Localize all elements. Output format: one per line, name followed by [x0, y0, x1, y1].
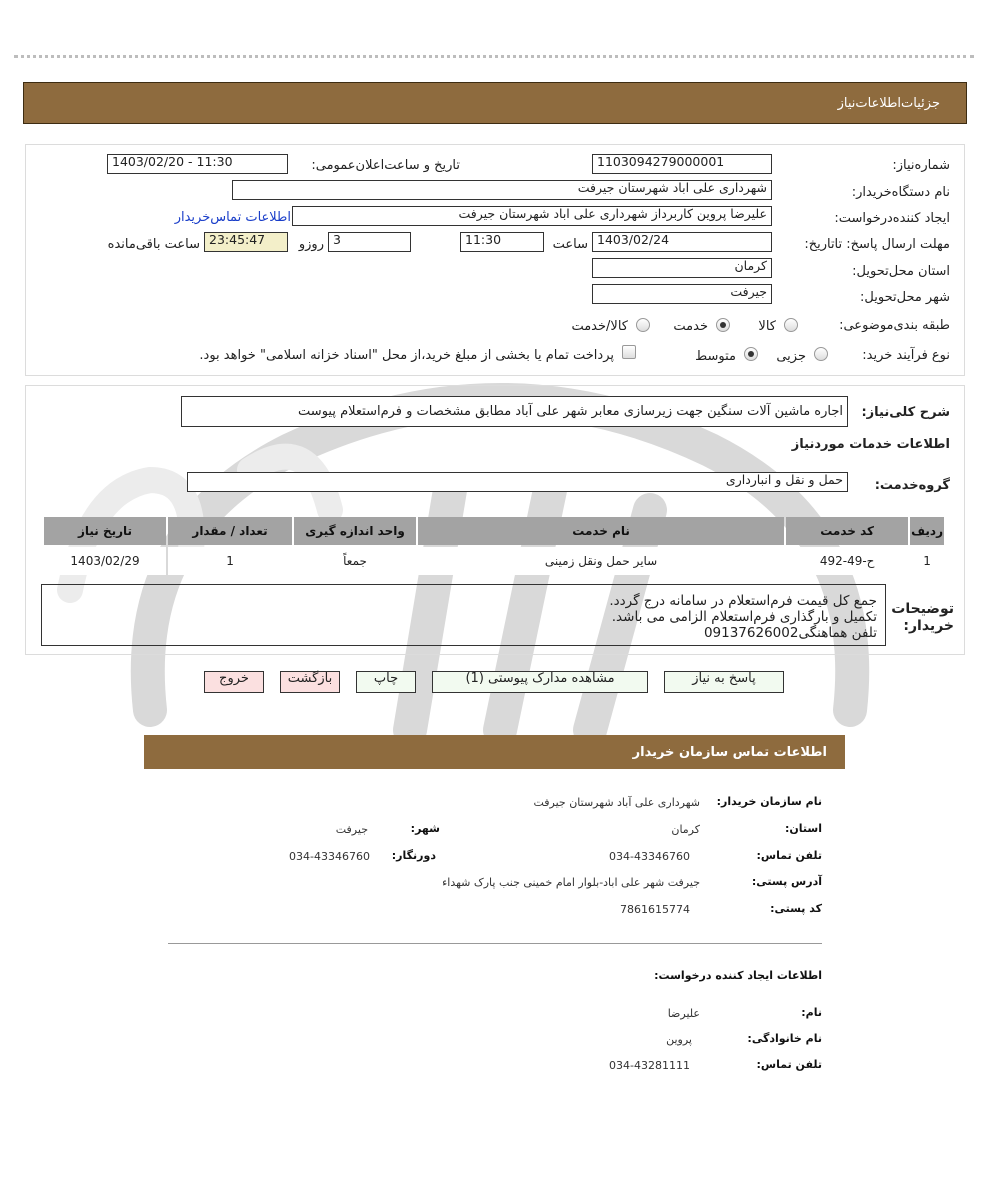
- process-label: نوع فرآیند خرید:: [862, 348, 950, 363]
- cell-unit: جمعاً: [294, 547, 416, 575]
- creator-phone-value: 034-43281111: [609, 1059, 690, 1072]
- deadline-date-field[interactable]: 1403/02/24: [592, 232, 772, 252]
- notes-line: تلفن هماهنگی09137626002: [703, 625, 877, 641]
- category-both-label: کالا/خدمت: [571, 319, 628, 334]
- exit-button[interactable]: خروج: [204, 671, 264, 693]
- province-field[interactable]: کرمان: [592, 258, 772, 278]
- desc-label: شرح کلی‌نیاز:: [861, 405, 950, 420]
- last-name-label: نام خانوادگی:: [747, 1032, 822, 1045]
- org-label: نام سازمان خریدار:: [716, 795, 822, 808]
- address-label: آدرس پستی:: [751, 875, 822, 888]
- remaining-label: ساعت باقی‌مانده: [107, 237, 200, 252]
- time-label: ساعت: [552, 237, 588, 252]
- table-header-row: [44, 517, 944, 545]
- phone-label: تلفن تماس:: [756, 849, 822, 862]
- category-label: طبقه بندی‌موضوعی:: [839, 318, 950, 333]
- process-medium-label: متوسط: [695, 349, 736, 364]
- org-value: شهرداری علی آباد شهرستان جیرفت: [533, 796, 700, 809]
- notes-line: جمع کل قیمت فرم‌استعلام در سامانه درج گردد.: [609, 593, 877, 609]
- first-name-value: علیرضا: [667, 1007, 700, 1020]
- process-minor-label: جزیی: [776, 349, 806, 364]
- category-service-label: خدمت: [673, 319, 708, 334]
- city-label-2: شهر:: [410, 822, 440, 835]
- creator-label: ایجاد کننده‌درخواست:: [834, 211, 950, 226]
- process-medium-radio[interactable]: [744, 347, 758, 361]
- province-label: استان محل‌تحویل:: [852, 264, 950, 279]
- process-minor-radio[interactable]: [814, 347, 828, 361]
- creator-info-title: اطلاعات ایجاد کننده درخواست:: [654, 969, 822, 982]
- cell-row: 1: [910, 547, 944, 575]
- cell-date: 1403/02/29: [44, 547, 166, 575]
- notes-label-2: خریدار:: [903, 618, 954, 634]
- cell-qty: 1: [168, 547, 292, 575]
- treasury-checkbox[interactable]: [622, 345, 636, 359]
- attachments-button[interactable]: مشاهده مدارک پیوستی (1): [432, 671, 648, 693]
- page-title: جزئیات‌اطلاعات‌نیاز: [837, 96, 940, 111]
- postal-value: 7861615774: [620, 903, 690, 916]
- need-number-label: شماره‌نیاز:: [892, 158, 950, 173]
- address-value: جیرفت شهر علی اباد-بلوار امام خمینی جنب پارک شهداء: [442, 876, 700, 889]
- days-field[interactable]: 3: [328, 232, 411, 252]
- announce-field[interactable]: 1403/02/20 - 11:30: [107, 154, 288, 174]
- info-panel: [25, 144, 965, 376]
- respond-button[interactable]: پاسخ به نیاز: [664, 671, 784, 693]
- city-label: شهر محل‌تحویل:: [860, 290, 950, 305]
- city-value-2: جیرفت: [335, 823, 368, 836]
- province-label-2: استان:: [785, 822, 822, 835]
- table-row[interactable]: [44, 547, 944, 575]
- services-table-wrap: [42, 515, 946, 577]
- services-table: [42, 515, 946, 577]
- deadline-label: مهلت ارسال پاسخ: تاتاریخ:: [804, 237, 950, 252]
- buyer-org-label: نام دستگاه‌خریدار:: [851, 185, 950, 200]
- province-value-2: کرمان: [671, 823, 700, 836]
- cell-code: ح-49-492: [786, 547, 908, 575]
- desc-field[interactable]: اجاره ماشین آلات سنگین جهت زیرسازی معابر شهر علی آباد مطابق مشخصات و فرم‌استعلام پیوست: [181, 396, 848, 427]
- payment-note: پرداخت تمام یا بخشی از مبلغ خرید،از محل "اسناد خزانه اسلامی" خواهد بود.: [199, 348, 614, 363]
- col-code: کد خدمت: [786, 517, 908, 545]
- days-label: روزو: [298, 237, 324, 252]
- group-field[interactable]: حمل و نقل و انبارداری: [187, 472, 848, 492]
- category-goods-radio[interactable]: [784, 318, 798, 332]
- category-service-radio[interactable]: [716, 318, 730, 332]
- phone-value: 034-43346760: [609, 850, 690, 863]
- buyer-org-field[interactable]: شهرداری علی اباد شهرستان جیرفت: [232, 180, 772, 200]
- deadline-time-field[interactable]: 11:30: [460, 232, 544, 252]
- need-number-field[interactable]: 1103094279000001: [592, 154, 772, 174]
- col-unit: واحد اندازه گیری: [294, 517, 416, 545]
- buyer-contact-link[interactable]: اطلاعات تماس‌خریدار: [174, 210, 291, 225]
- group-label: گروه‌خدمت:: [874, 478, 950, 493]
- remaining-time-field: 23:45:47: [204, 232, 288, 252]
- notes-label-1: توضیحات: [891, 601, 954, 617]
- print-button[interactable]: چاپ: [356, 671, 416, 693]
- contact-title: اطلاعات تماس سازمان خریدار: [632, 745, 827, 760]
- first-name-label: نام:: [801, 1006, 822, 1019]
- fax-value: 034-43346760: [289, 850, 370, 863]
- city-field[interactable]: جیرفت: [592, 284, 772, 304]
- top-divider: [14, 55, 974, 58]
- back-button[interactable]: بازگشت: [280, 671, 340, 693]
- creator-phone-label: تلفن تماس:: [756, 1058, 822, 1071]
- category-both-radio[interactable]: [636, 318, 650, 332]
- page-header: [23, 82, 967, 124]
- creator-field[interactable]: علیرضا پروین کاربرداز شهرداری علی اباد شهرستان جیرفت: [292, 206, 772, 226]
- fax-label: دورنگار:: [391, 849, 436, 862]
- category-goods-label: کالا: [758, 319, 776, 334]
- notes-box: [41, 584, 886, 646]
- col-date: تاریخ نیاز: [44, 517, 166, 545]
- postal-label: کد پستی:: [770, 902, 822, 915]
- col-row: ردیف: [910, 517, 944, 545]
- contact-header: [144, 735, 845, 769]
- notes-line: تکمیل و بارگذاری فرم‌استعلام الزامی می باشد.: [611, 609, 877, 625]
- announce-label: تاریخ و ساعت‌اعلان‌عمومی:: [311, 158, 460, 173]
- services-title: اطلاعات خدمات مورد‌نیاز: [791, 437, 950, 452]
- cell-name: سایر حمل ونقل زمینی: [418, 547, 784, 575]
- last-name-value: پروین: [666, 1033, 692, 1046]
- contact-divider: [168, 943, 822, 944]
- col-qty: تعداد / مقدار: [168, 517, 292, 545]
- col-name: نام خدمت: [418, 517, 784, 545]
